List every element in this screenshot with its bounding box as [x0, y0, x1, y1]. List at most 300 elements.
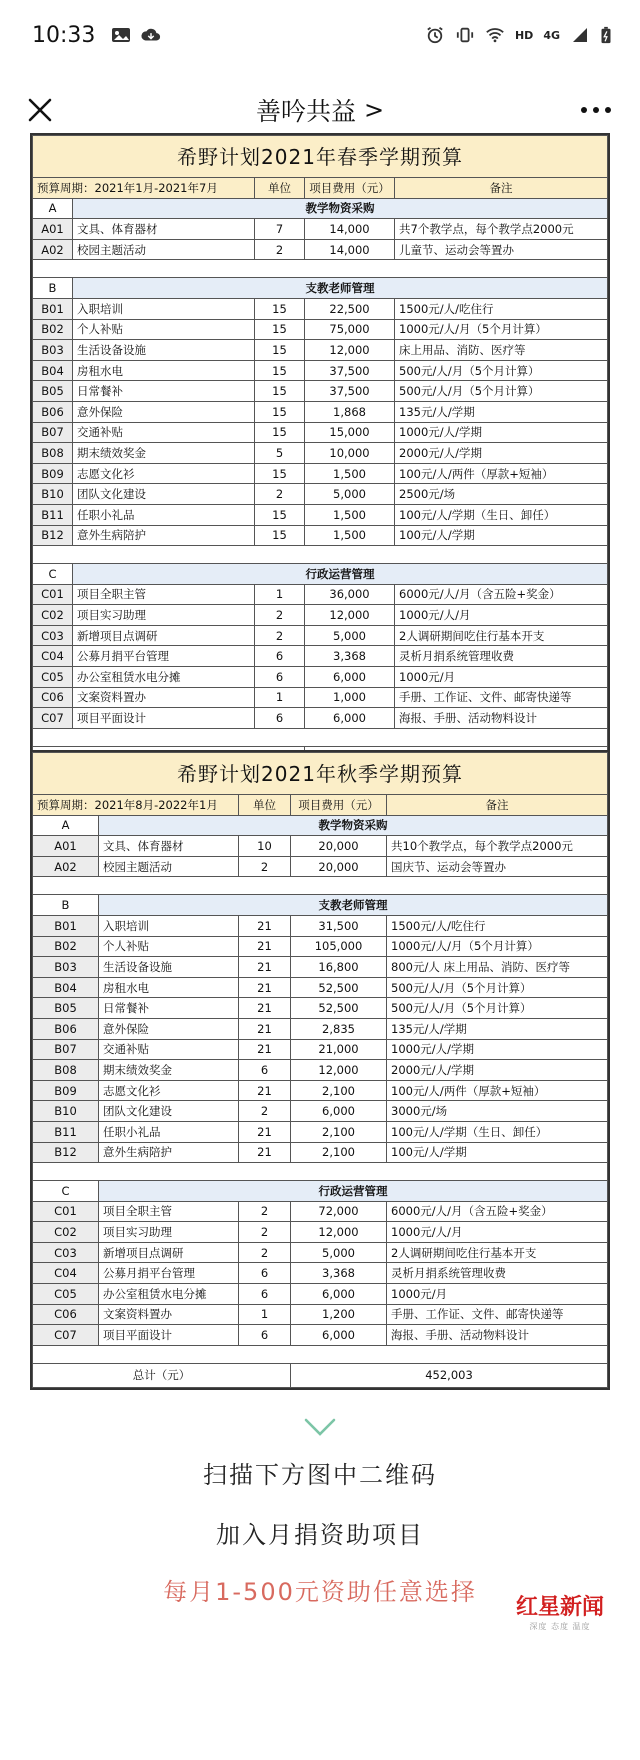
row-unit: 15	[255, 298, 305, 319]
section-header-row	[33, 198, 608, 219]
row-item: 文具、体育器材	[99, 836, 239, 857]
table-title: 希野计划2021年秋季学期预算	[33, 753, 608, 795]
row-note: 135元/人/学期	[395, 401, 608, 422]
watermark-slogan: 深度 态度 温度	[529, 1622, 591, 1631]
table-row	[33, 1018, 608, 1039]
table-row	[33, 319, 608, 340]
row-note: 6000元/人/月（含五险+奖金）	[387, 1201, 608, 1222]
header-note: 备注	[387, 795, 608, 816]
row-cost: 20,000	[291, 836, 387, 857]
row-note: 海报、手册、活动物料设计	[395, 708, 608, 729]
row-code: C06	[33, 1304, 99, 1325]
table-row	[33, 239, 608, 260]
row-cost: 2,835	[291, 1018, 387, 1039]
section-header-row	[33, 895, 608, 916]
row-cost: 2,100	[291, 1080, 387, 1101]
row-unit: 2	[239, 1222, 291, 1243]
section-code: C	[33, 1181, 99, 1202]
table-row	[33, 1263, 608, 1284]
row-cost: 1,500	[305, 463, 395, 484]
row-code: C01	[33, 584, 73, 605]
row-code: B06	[33, 1018, 99, 1039]
table-row	[33, 1304, 608, 1325]
row-cost: 12,000	[291, 1060, 387, 1081]
row-cost: 12,000	[305, 340, 395, 361]
spacer-cell	[33, 877, 608, 895]
row-item: 文案资料置办	[73, 687, 255, 708]
row-code: B09	[33, 463, 73, 484]
row-item: 房租水电	[73, 360, 255, 381]
row-cost: 21,000	[291, 1039, 387, 1060]
row-cost: 16,800	[291, 957, 387, 978]
row-item: 校园主题活动	[99, 856, 239, 877]
row-cost: 72,000	[291, 1201, 387, 1222]
row-code: B09	[33, 1080, 99, 1101]
row-item: 办公室租赁水电分摊	[73, 667, 255, 688]
spacer-row	[33, 1345, 608, 1363]
row-code: C02	[33, 1222, 99, 1243]
alarm-icon	[425, 26, 445, 44]
table-row	[33, 1242, 608, 1263]
table-row	[33, 1121, 608, 1142]
section-code: B	[33, 895, 99, 916]
row-code: C07	[33, 708, 73, 729]
row-item: 交通补贴	[99, 1039, 239, 1060]
table-row	[33, 836, 608, 857]
row-unit: 21	[239, 915, 291, 936]
row-note: 6000元/人/月（含五险+奖金）	[395, 584, 608, 605]
row-note: 100元/人/学期（生日、卸任）	[387, 1121, 608, 1142]
row-cost: 1,500	[305, 525, 395, 546]
row-code: B01	[33, 915, 99, 936]
row-item: 日常餐补	[99, 998, 239, 1019]
row-item: 生活设备设施	[99, 957, 239, 978]
row-unit: 2	[239, 1201, 291, 1222]
row-item: 意外保险	[73, 401, 255, 422]
row-unit: 1	[255, 687, 305, 708]
row-item: 项目实习助理	[73, 605, 255, 626]
row-unit: 15	[255, 381, 305, 402]
row-note: 1000元/月	[395, 667, 608, 688]
row-unit: 10	[239, 836, 291, 857]
account-title[interactable]	[256, 92, 384, 128]
chevron-down-icon	[300, 1415, 340, 1439]
row-code: C03	[33, 1242, 99, 1263]
vibrate-icon	[455, 26, 475, 44]
row-code: C07	[33, 1325, 99, 1346]
header-cost: 项目费用（元）	[305, 178, 395, 199]
row-note: 1000元/人/月（5个月计算）	[395, 319, 608, 340]
spacer-cell	[33, 546, 608, 564]
row-item: 任职小礼品	[99, 1121, 239, 1142]
row-unit: 21	[239, 1142, 291, 1163]
table-row	[33, 687, 608, 708]
row-cost: 6,000	[305, 708, 395, 729]
table-title-row	[33, 136, 608, 178]
row-item: 项目平面设计	[73, 708, 255, 729]
row-item: 期末绩效奖金	[99, 1060, 239, 1081]
row-item: 期末绩效奖金	[73, 443, 255, 464]
row-unit: 15	[255, 319, 305, 340]
row-note: 2人调研期间吃住行基本开支	[387, 1242, 608, 1263]
row-unit: 21	[239, 1121, 291, 1142]
header-note: 备注	[395, 178, 608, 199]
row-item: 公募月捐平台管理	[73, 646, 255, 667]
row-item: 日常餐补	[73, 381, 255, 402]
row-item: 生活设备设施	[73, 340, 255, 361]
header-period: 预算周期：2021年8月-2022年1月	[33, 795, 239, 816]
row-unit: 1	[239, 1304, 291, 1325]
row-item: 文案资料置办	[99, 1304, 239, 1325]
row-item: 办公室租赁水电分摊	[99, 1284, 239, 1305]
row-note: 共7个教学点，每个教学点2000元	[395, 219, 608, 240]
cta-line-2: 加入月捐资助项目	[216, 1521, 424, 1549]
cta-line-1: 扫描下方图中二维码	[203, 1461, 437, 1489]
row-code: B03	[33, 957, 99, 978]
table-row	[33, 1039, 608, 1060]
row-cost: 31,500	[291, 915, 387, 936]
row-code: B11	[33, 504, 73, 525]
table-row	[33, 219, 608, 240]
spacer-cell	[33, 1345, 608, 1363]
row-note: 100元/人/两件（厚款+短袖）	[387, 1080, 608, 1101]
row-unit: 2	[239, 1242, 291, 1263]
row-item: 校园主题活动	[73, 239, 255, 260]
row-cost: 6,000	[291, 1284, 387, 1305]
row-note: 灵析月捐系统管理收费	[395, 646, 608, 667]
spacer-row	[33, 877, 608, 895]
table-row	[33, 646, 608, 667]
row-code: B03	[33, 340, 73, 361]
wifi-icon	[485, 26, 505, 44]
row-note: 海报、手册、活动物料设计	[387, 1325, 608, 1346]
row-note: 2人调研期间吃住行基本开支	[395, 625, 608, 646]
row-unit: 2	[255, 239, 305, 260]
row-unit: 15	[255, 360, 305, 381]
table-row	[33, 856, 608, 877]
row-cost: 10,000	[305, 443, 395, 464]
row-item: 团队文化建设	[99, 1101, 239, 1122]
row-note: 1000元/人/学期	[395, 422, 608, 443]
close-icon[interactable]	[22, 92, 58, 128]
section-header-row	[33, 564, 608, 585]
table-row	[33, 1101, 608, 1122]
row-item: 新增项目点调研	[99, 1242, 239, 1263]
row-code: B02	[33, 936, 99, 957]
header-cost: 项目费用（元）	[291, 795, 387, 816]
row-code: B07	[33, 1039, 99, 1060]
row-note: 500元/人/月（5个月计算）	[387, 998, 608, 1019]
more-icon[interactable]	[578, 100, 614, 120]
row-cost: 12,000	[291, 1222, 387, 1243]
row-item: 团队文化建设	[73, 484, 255, 505]
table-title-row	[33, 753, 608, 795]
table-row	[33, 915, 608, 936]
row-cost: 1,500	[305, 504, 395, 525]
row-code: B07	[33, 422, 73, 443]
row-code: B05	[33, 381, 73, 402]
row-cost: 1,868	[305, 401, 395, 422]
row-unit: 21	[239, 1080, 291, 1101]
section-name: 行政运营管理	[73, 564, 608, 585]
row-code: B11	[33, 1121, 99, 1142]
row-code: B12	[33, 525, 73, 546]
spacer-row	[33, 1163, 608, 1181]
row-cost: 52,500	[291, 998, 387, 1019]
network-4g-label: 4G	[543, 28, 560, 42]
row-unit: 6	[239, 1325, 291, 1346]
battery-icon	[600, 26, 612, 44]
row-code: B08	[33, 1060, 99, 1081]
signal-icon	[570, 26, 590, 44]
row-code: B06	[33, 401, 73, 422]
row-note: 国庆节、运动会等置办	[387, 856, 608, 877]
spacer-cell	[33, 1163, 608, 1181]
row-item: 志愿文化衫	[99, 1080, 239, 1101]
table-row	[33, 1325, 608, 1346]
row-note: 2000元/人/学期	[395, 443, 608, 464]
table-header-row	[33, 795, 608, 816]
row-cost: 2,100	[291, 1121, 387, 1142]
section-name: 教学物资采购	[99, 815, 608, 836]
row-code: A01	[33, 836, 99, 857]
row-item: 个人补贴	[73, 319, 255, 340]
row-unit: 15	[255, 401, 305, 422]
section-code: A	[33, 815, 99, 836]
account-name: 善吟共益	[255, 97, 356, 126]
row-note: 3000元/场	[387, 1101, 608, 1122]
row-unit: 6	[255, 708, 305, 729]
status-time: 10:33	[32, 22, 96, 48]
row-cost: 1,000	[305, 687, 395, 708]
row-item: 志愿文化衫	[73, 463, 255, 484]
row-code: A02	[33, 239, 73, 260]
total-label: 总计（元）	[33, 1363, 291, 1387]
table-row	[33, 584, 608, 605]
header-period: 预算周期：2021年1月-2021年7月	[33, 178, 255, 199]
row-unit: 2	[239, 856, 291, 877]
row-unit: 6	[255, 646, 305, 667]
table-row	[33, 936, 608, 957]
row-unit: 15	[255, 422, 305, 443]
row-code: B01	[33, 298, 73, 319]
row-item: 项目平面设计	[99, 1325, 239, 1346]
table-row	[33, 977, 608, 998]
row-unit: 21	[239, 1039, 291, 1060]
image-icon	[111, 26, 131, 44]
row-code: B08	[33, 443, 73, 464]
row-unit: 2	[255, 484, 305, 505]
cta-line-3: 每月1-500元资助任意选择	[163, 1578, 477, 1606]
table-row	[33, 1060, 608, 1081]
row-unit: 7	[255, 219, 305, 240]
row-unit: 6	[239, 1060, 291, 1081]
table-title: 希野计划2021年春季学期预算	[33, 136, 608, 178]
row-note: 500元/人/月（5个月计算）	[395, 381, 608, 402]
row-code: B10	[33, 1101, 99, 1122]
row-code: B12	[33, 1142, 99, 1163]
table-row	[33, 998, 608, 1019]
row-item: 意外生病陪护	[99, 1142, 239, 1163]
row-item: 意外保险	[99, 1018, 239, 1039]
row-cost: 15,000	[305, 422, 395, 443]
table-row	[33, 667, 608, 688]
row-note: 1500元/人/吃住行	[387, 915, 608, 936]
total-value: 452,003	[291, 1363, 608, 1387]
row-item: 文具、体育器材	[73, 219, 255, 240]
spacer-row	[33, 546, 608, 564]
section-name: 支教老师管理	[73, 278, 608, 299]
section-code: C	[33, 564, 73, 585]
row-code: C05	[33, 1284, 99, 1305]
row-code: C03	[33, 625, 73, 646]
row-note: 1000元/人/月（5个月计算）	[387, 936, 608, 957]
cloud-icon	[141, 26, 161, 44]
row-code: C04	[33, 1263, 99, 1284]
row-cost: 2,100	[291, 1142, 387, 1163]
row-note: 床上用品、消防、医疗等	[395, 340, 608, 361]
row-cost: 6,000	[291, 1101, 387, 1122]
table-row	[33, 1222, 608, 1243]
row-unit: 21	[239, 936, 291, 957]
section-header-row	[33, 815, 608, 836]
section-header-row	[33, 1181, 608, 1202]
watermark-logo	[516, 1590, 604, 1632]
row-unit: 2	[239, 1101, 291, 1122]
table-row	[33, 360, 608, 381]
row-unit: 2	[255, 625, 305, 646]
watermark-logo-text: 红星新闻	[515, 1594, 604, 1620]
row-code: C01	[33, 1201, 99, 1222]
row-cost: 22,500	[305, 298, 395, 319]
table-row	[33, 708, 608, 729]
table-row	[33, 463, 608, 484]
table-row	[33, 957, 608, 978]
row-cost: 5,000	[305, 625, 395, 646]
row-unit: 2	[255, 605, 305, 626]
row-unit: 6	[239, 1263, 291, 1284]
row-item: 入职培训	[73, 298, 255, 319]
section-code: B	[33, 278, 73, 299]
row-unit: 5	[255, 443, 305, 464]
row-cost: 37,500	[305, 381, 395, 402]
spacer-cell	[33, 728, 608, 746]
row-cost: 6,000	[291, 1325, 387, 1346]
row-item: 入职培训	[99, 915, 239, 936]
section-code: A	[33, 198, 73, 219]
row-code: B05	[33, 998, 99, 1019]
row-item: 意外生病陪护	[73, 525, 255, 546]
row-note: 135元/人/学期	[387, 1018, 608, 1039]
total-row	[33, 1363, 608, 1387]
row-note: 2500元/场	[395, 484, 608, 505]
row-item: 新增项目点调研	[73, 625, 255, 646]
table-row	[33, 484, 608, 505]
table-row	[33, 605, 608, 626]
row-note: 100元/人/学期	[395, 525, 608, 546]
row-item: 个人补贴	[99, 936, 239, 957]
section-name: 支教老师管理	[99, 895, 608, 916]
row-note: 100元/人/学期	[387, 1142, 608, 1163]
section-name: 教学物资采购	[73, 198, 608, 219]
table-row	[33, 443, 608, 464]
row-code: C06	[33, 687, 73, 708]
row-cost: 3,368	[291, 1263, 387, 1284]
table-row	[33, 1201, 608, 1222]
row-code: C02	[33, 605, 73, 626]
row-code: C04	[33, 646, 73, 667]
row-code: B04	[33, 977, 99, 998]
table-row	[33, 1284, 608, 1305]
row-note: 800元/人 床上用品、消防、医疗等	[387, 957, 608, 978]
table-header-row	[33, 178, 608, 199]
row-item: 项目实习助理	[99, 1222, 239, 1243]
row-unit: 21	[239, 977, 291, 998]
row-note: 500元/人/月（5个月计算）	[395, 360, 608, 381]
budget-table-spring	[30, 133, 610, 773]
row-note: 100元/人/两件（厚款+短袖）	[395, 463, 608, 484]
header-unit: 单位	[255, 178, 305, 199]
row-unit: 15	[255, 340, 305, 361]
table-row	[33, 1080, 608, 1101]
section-name: 行政运营管理	[99, 1181, 608, 1202]
row-unit: 15	[255, 463, 305, 484]
row-note: 儿童节、运动会等置办	[395, 239, 608, 260]
row-code: A01	[33, 219, 73, 240]
row-note: 手册、工作证、文件、邮寄快递等	[387, 1304, 608, 1325]
row-unit: 21	[239, 998, 291, 1019]
row-item: 交通补贴	[73, 422, 255, 443]
row-note: 1000元/人/学期	[387, 1039, 608, 1060]
table-row	[33, 504, 608, 525]
row-unit: 21	[239, 1018, 291, 1039]
row-note: 1000元/月	[387, 1284, 608, 1305]
row-code: A02	[33, 856, 99, 877]
row-cost: 14,000	[305, 219, 395, 240]
row-unit: 6	[255, 667, 305, 688]
row-cost: 75,000	[305, 319, 395, 340]
table-row	[33, 525, 608, 546]
table-row	[33, 298, 608, 319]
row-item: 任职小礼品	[73, 504, 255, 525]
row-note: 1500元/人/吃住行	[395, 298, 608, 319]
row-cost: 105,000	[291, 936, 387, 957]
row-cost: 5,000	[291, 1242, 387, 1263]
row-cost: 3,368	[305, 646, 395, 667]
table-row	[33, 422, 608, 443]
chevron-right-icon: >	[363, 96, 385, 124]
table-row	[33, 1142, 608, 1163]
table-row	[33, 625, 608, 646]
row-cost: 5,000	[305, 484, 395, 505]
table-row	[33, 340, 608, 361]
spacer-row	[33, 260, 608, 278]
section-header-row	[33, 278, 608, 299]
status-bar	[0, 0, 640, 70]
row-cost: 37,500	[305, 360, 395, 381]
header-unit: 单位	[239, 795, 291, 816]
row-cost: 1,200	[291, 1304, 387, 1325]
row-cost: 52,500	[291, 977, 387, 998]
row-unit: 6	[239, 1284, 291, 1305]
row-note: 共10个教学点，每个教学点2000元	[387, 836, 608, 857]
network-hd-label: HD	[514, 28, 534, 42]
row-code: C05	[33, 667, 73, 688]
row-cost: 12,000	[305, 605, 395, 626]
row-item: 项目全职主管	[73, 584, 255, 605]
row-unit: 15	[255, 504, 305, 525]
row-note: 100元/人/学期（生日、卸任）	[395, 504, 608, 525]
